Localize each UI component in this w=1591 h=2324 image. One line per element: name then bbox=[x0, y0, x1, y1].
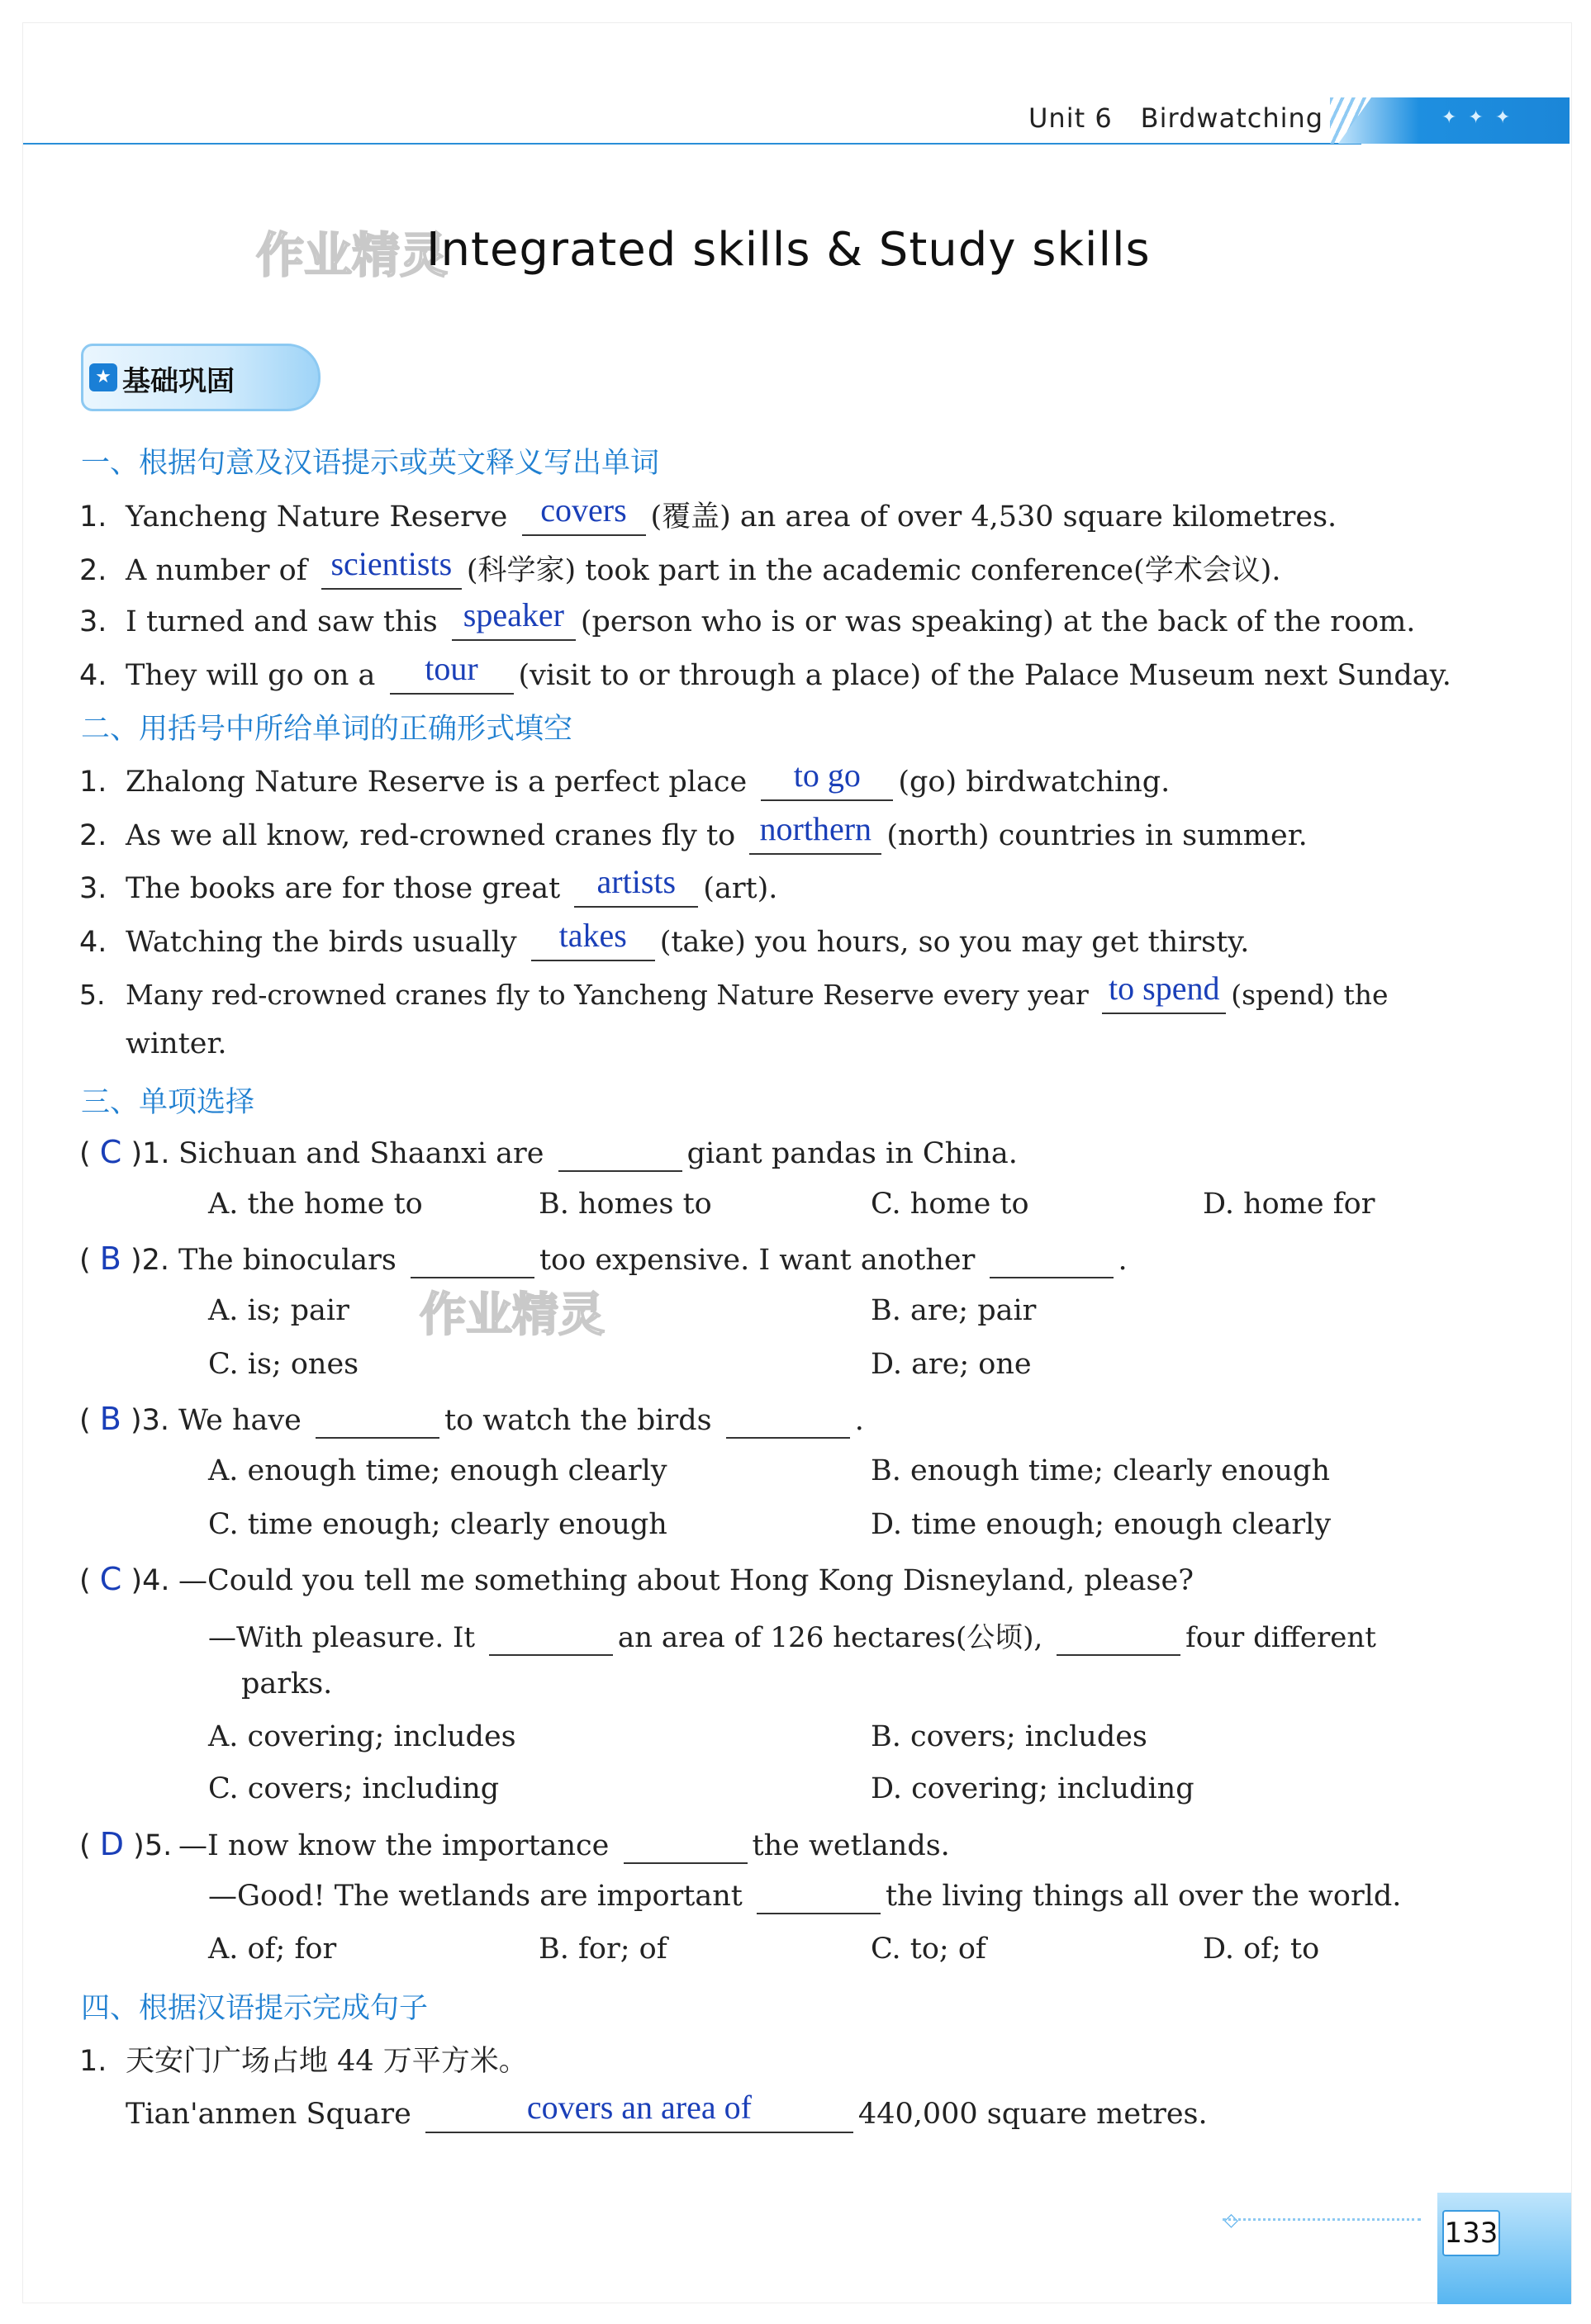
option-b[interactable]: B. enough time; clearly enough bbox=[871, 1454, 1331, 1487]
exercise-line bbox=[79, 810, 1308, 855]
item-text: A number of bbox=[126, 554, 307, 587]
item-text: 440,000 square metres. bbox=[857, 2098, 1208, 2131]
option-a[interactable]: A. of; for bbox=[208, 1933, 337, 1966]
question-stem: the wetlands. bbox=[752, 1829, 950, 1862]
unit-topic: Birdwatching bbox=[1140, 102, 1324, 134]
exercise-line bbox=[79, 756, 1171, 801]
section-title-3: 三、单项选择 bbox=[81, 1086, 255, 1119]
answer-blank[interactable] bbox=[761, 756, 893, 801]
option-b[interactable]: B. homes to bbox=[539, 1188, 712, 1221]
star-icon: ✦✦✦ bbox=[1441, 107, 1522, 128]
header-rule bbox=[23, 143, 1361, 145]
answer-choice: C bbox=[99, 1134, 122, 1170]
item-text: As we all know, red-crowned cranes fly to bbox=[126, 819, 736, 852]
item-text: (take) you hours, so you may get thirsty. bbox=[659, 926, 1250, 959]
item-text: Yancheng Nature Reserve bbox=[126, 500, 508, 534]
exercise-line bbox=[79, 2038, 528, 2080]
item-text: (north) countries in summer. bbox=[886, 819, 1308, 852]
item-number: 4. bbox=[79, 659, 107, 692]
question-stem: We have bbox=[178, 1404, 302, 1437]
question-stem: —I now know the importance bbox=[178, 1829, 610, 1862]
question-stem: . bbox=[1118, 1244, 1128, 1277]
star-icon: ★ bbox=[89, 363, 117, 391]
answer-blank[interactable] bbox=[1057, 1621, 1180, 1656]
answer-paren[interactable]: ( B )3. bbox=[79, 1401, 170, 1437]
reply-text: —With pleasure. It bbox=[208, 1621, 476, 1654]
answer-paren[interactable]: ( D )5. bbox=[79, 1826, 173, 1862]
question-number: 3. bbox=[141, 1404, 170, 1437]
answer-blank[interactable] bbox=[489, 1621, 613, 1656]
answer-paren[interactable]: ( C )1. bbox=[79, 1134, 170, 1170]
item-text: (科学家) took part in the academic conference(学术会议). bbox=[466, 554, 1281, 587]
answer-blank[interactable] bbox=[390, 650, 514, 695]
answer-blank[interactable] bbox=[1102, 970, 1226, 1014]
reply-text: an area of 126 hectares(公顷), bbox=[617, 1621, 1043, 1654]
item-number: 4. bbox=[79, 926, 107, 959]
question-stem: . bbox=[854, 1404, 864, 1437]
question-row bbox=[79, 1134, 1018, 1172]
exercise-line bbox=[79, 596, 1416, 641]
reply-text: —Good! The wetlands are important bbox=[208, 1880, 743, 1913]
exercise-line bbox=[79, 970, 1389, 1014]
option-d[interactable]: D. of; to bbox=[1203, 1933, 1320, 1966]
item-number: 1. bbox=[79, 2045, 107, 2078]
diamond-icon: ◇ bbox=[1224, 2210, 1238, 2231]
unit-label: Unit 6 bbox=[1028, 102, 1113, 134]
answer-text: covers an area of bbox=[526, 2089, 752, 2126]
answer-blank[interactable] bbox=[425, 2089, 853, 2133]
option-d[interactable]: D. covering; including bbox=[871, 1772, 1194, 1805]
answer-blank[interactable] bbox=[316, 1404, 439, 1439]
answer-choice: C bbox=[99, 1561, 122, 1597]
exercise-continuation: winter. bbox=[126, 1027, 227, 1060]
question-stem: —Could you tell me something about Hong Kong Disneyland, please? bbox=[178, 1564, 1194, 1597]
answer-blank[interactable] bbox=[321, 545, 462, 590]
item-text: They will go on a bbox=[126, 659, 376, 692]
section-badge bbox=[81, 344, 321, 411]
question-row bbox=[79, 1561, 1194, 1597]
exercise-line bbox=[79, 545, 1281, 590]
item-number: 2. bbox=[79, 819, 107, 852]
item-text: Watching the birds usually bbox=[126, 926, 517, 959]
option-a[interactable]: A. covering; includes bbox=[208, 1720, 516, 1753]
exercise-line bbox=[126, 2089, 1208, 2133]
answer-blank[interactable] bbox=[990, 1244, 1114, 1278]
option-a[interactable]: A. is; pair bbox=[208, 1294, 349, 1327]
item-number: 1. bbox=[79, 500, 107, 534]
item-number: 1. bbox=[79, 766, 107, 799]
question-row bbox=[79, 1240, 1128, 1278]
answer-blank[interactable] bbox=[531, 917, 655, 961]
question-stem: to watch the birds bbox=[444, 1404, 712, 1437]
answer-text: artists bbox=[596, 863, 677, 900]
item-text: Zhalong Nature Reserve is a perfect place bbox=[126, 766, 748, 799]
item-text: (go) birdwatching. bbox=[898, 766, 1171, 799]
item-text: (覆盖) an area of over 4,530 square kilometres. bbox=[650, 500, 1337, 534]
question-number: 2. bbox=[141, 1244, 170, 1277]
answer-text: to go bbox=[793, 756, 861, 794]
item-text: (spend) the bbox=[1231, 979, 1389, 1011]
answer-blank[interactable] bbox=[522, 491, 646, 536]
answer-text: scientists bbox=[330, 545, 453, 582]
answer-text: takes bbox=[558, 917, 627, 954]
answer-paren[interactable]: ( C )4. bbox=[79, 1561, 170, 1597]
watermark: 作业精灵 bbox=[256, 227, 449, 283]
answer-blank[interactable] bbox=[624, 1829, 748, 1864]
section-title-4: 四、根据汉语提示完成句子 bbox=[81, 1992, 429, 2025]
exercise-line bbox=[79, 491, 1337, 536]
answer-text: northern bbox=[759, 810, 872, 847]
option-b[interactable]: B. covers; includes bbox=[871, 1720, 1147, 1753]
answer-choice: B bbox=[99, 1240, 121, 1277]
question-reply bbox=[208, 1880, 1401, 1914]
answer-blank[interactable] bbox=[726, 1404, 850, 1439]
item-text: Many red-crowned cranes fly to Yancheng Nature Reserve every year bbox=[126, 979, 1089, 1011]
answer-blank[interactable] bbox=[757, 1880, 881, 1914]
page-number: 133 bbox=[1442, 2210, 1500, 2256]
question-row bbox=[79, 1826, 950, 1864]
badge-label: 基础巩固 bbox=[122, 365, 235, 398]
option-a[interactable]: A. enough time; enough clearly bbox=[208, 1454, 667, 1487]
option-a[interactable]: A. the home to bbox=[208, 1188, 423, 1221]
watermark: 作业精灵 bbox=[420, 1288, 605, 1342]
answer-paren[interactable]: ( B )2. bbox=[79, 1240, 170, 1277]
option-d[interactable]: D. are; one bbox=[871, 1348, 1032, 1381]
item-number: 3. bbox=[79, 872, 107, 905]
question-reply bbox=[208, 1615, 1376, 1656]
question-stem: too expensive. I want another bbox=[539, 1244, 976, 1277]
option-d[interactable]: D. time enough; enough clearly bbox=[871, 1508, 1332, 1541]
item-text: (art). bbox=[703, 872, 778, 905]
reply-text: four different bbox=[1185, 1621, 1376, 1654]
item-number: 3. bbox=[79, 605, 107, 638]
item-text: Tian'anmen Square bbox=[126, 2098, 411, 2131]
answer-text: speaker bbox=[463, 596, 564, 633]
item-text: The books are for those great bbox=[126, 872, 561, 905]
item-text: (person who is or was speaking) at the back of the room. bbox=[580, 605, 1416, 638]
option-b[interactable]: B. for; of bbox=[539, 1933, 667, 1966]
answer-text: to spend bbox=[1109, 970, 1220, 1007]
chinese-prompt: 天安门广场占地 44 万平方米。 bbox=[126, 2045, 528, 2078]
question-number: 5. bbox=[144, 1829, 173, 1862]
footer-dots bbox=[1223, 2218, 1421, 2224]
item-text: I turned and saw this bbox=[126, 605, 438, 638]
question-number: 1. bbox=[142, 1137, 170, 1170]
exercise-line bbox=[79, 863, 778, 908]
answer-blank[interactable] bbox=[749, 810, 881, 855]
option-d[interactable]: D. home for bbox=[1203, 1188, 1375, 1221]
answer-text: covers bbox=[540, 491, 627, 529]
answer-choice: B bbox=[99, 1401, 121, 1437]
answer-choice: D bbox=[99, 1826, 125, 1862]
option-c[interactable]: C. time enough; clearly enough bbox=[208, 1508, 667, 1541]
option-c[interactable]: C. to; of bbox=[871, 1933, 986, 1966]
answer-blank[interactable] bbox=[411, 1244, 534, 1278]
section-title-2: 二、用括号中所给单词的正确形式填空 bbox=[81, 713, 573, 746]
option-c[interactable]: C. home to bbox=[871, 1188, 1029, 1221]
item-number: 5. bbox=[79, 979, 106, 1011]
section-title-1: 一、根据句意及汉语提示或英文释义写出单词 bbox=[81, 447, 660, 480]
reply-continuation: parks. bbox=[241, 1667, 333, 1700]
question-stem: giant pandas in China. bbox=[686, 1137, 1018, 1170]
page-title: Integrated skills & Study skills bbox=[426, 223, 1151, 277]
answer-text: tour bbox=[425, 650, 478, 687]
question-stem: The binoculars bbox=[178, 1244, 397, 1277]
reply-text: the living things all over the world. bbox=[885, 1880, 1402, 1913]
answer-blank[interactable] bbox=[452, 596, 576, 641]
unit-header bbox=[1028, 102, 1323, 134]
item-number: 2. bbox=[79, 554, 107, 587]
option-c[interactable]: C. covers; including bbox=[208, 1772, 500, 1805]
question-number: 4. bbox=[142, 1564, 170, 1597]
item-text: (visit to or through a place) of the Palace Museum next Sunday. bbox=[518, 659, 1451, 692]
answer-blank[interactable] bbox=[558, 1137, 682, 1172]
question-stem: Sichuan and Shaanxi are bbox=[178, 1137, 544, 1170]
option-c[interactable]: C. is; ones bbox=[208, 1348, 359, 1381]
answer-blank[interactable] bbox=[574, 863, 698, 908]
exercise-line bbox=[79, 917, 1250, 961]
exercise-line bbox=[79, 650, 1451, 695]
question-row bbox=[79, 1401, 864, 1439]
option-b[interactable]: B. are; pair bbox=[871, 1294, 1037, 1327]
